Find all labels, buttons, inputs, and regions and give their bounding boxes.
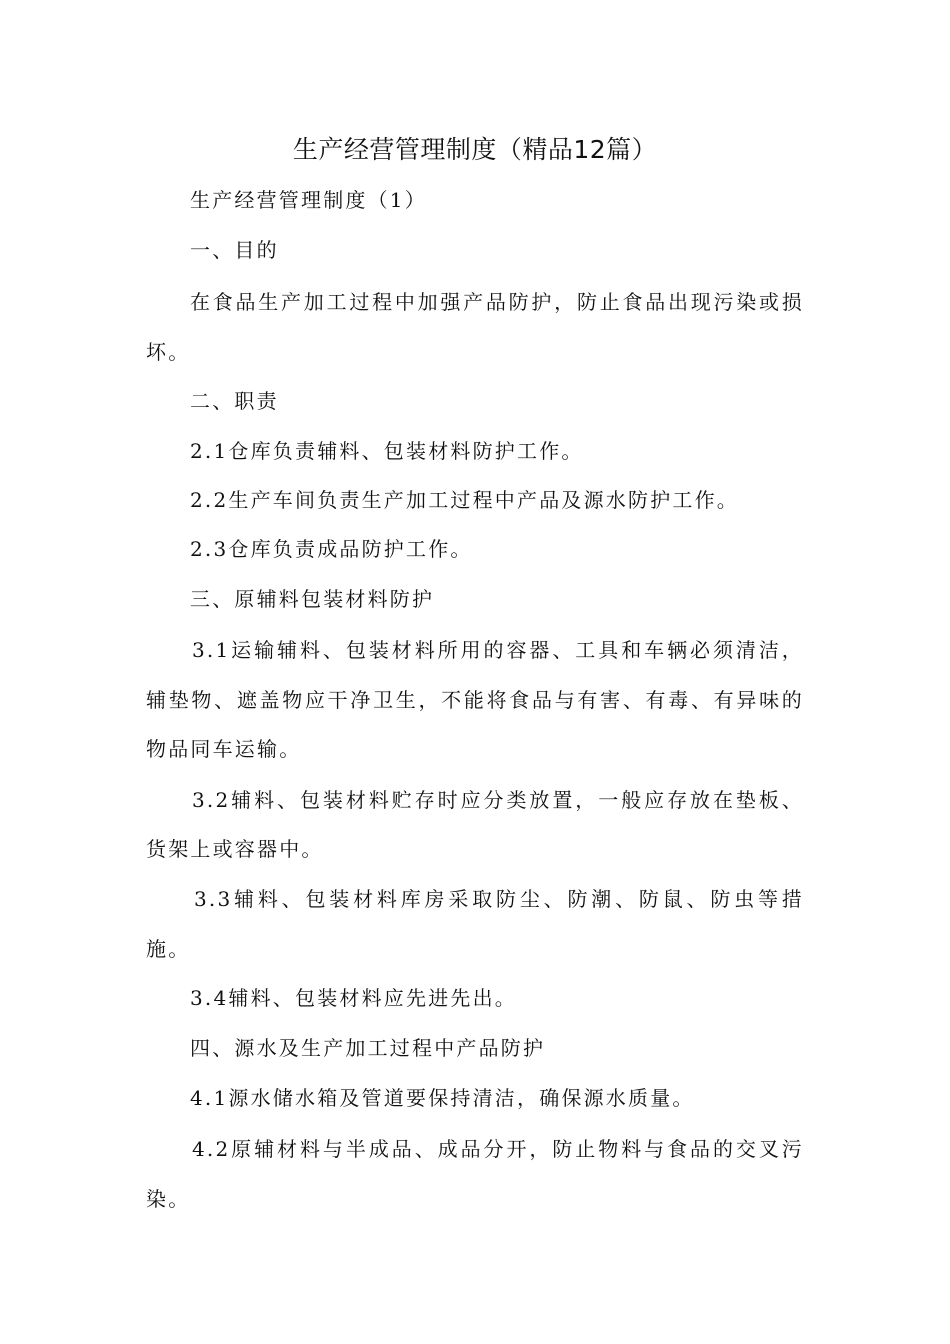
heading-water-and-process-protection: 四、源水及生产加工过程中产品防护 [190, 1036, 546, 1060]
item-3-1-line-2: 辅垫物、遮盖物应干净卫生，不能将食品与有害、有毒、有异味的 [146, 688, 804, 712]
item-2-2: 2.2生产车间负责生产加工过程中产品及源水防护工作。 [190, 488, 740, 512]
item-3-3-line-2: 施。 [146, 937, 191, 961]
item-3-4: 3.4辅料、包装材料应先进先出。 [190, 986, 518, 1010]
document-title: 生产经营管理制度（精品12篇） [292, 135, 658, 164]
heading-responsibilities: 二、职责 [190, 389, 279, 413]
item-4-1: 4.1源水储水箱及管道要保持清洁，确保源水质量。 [190, 1086, 695, 1110]
item-3-1-line-1: 3.1运输辅料、包装材料所用的容器、工具和车辆必须清洁， [192, 638, 804, 662]
item-2-3: 2.3仓库负责成品防护工作。 [190, 537, 473, 561]
item-3-2-line-1: 3.2辅料、包装材料贮存时应分类放置，一般应存放在垫板、 [192, 788, 804, 812]
heading-raw-material-protection: 三、原辅料包装材料防护 [190, 587, 435, 611]
item-3-1-line-3: 物品同车运输。 [146, 737, 302, 761]
item-4-2-line-2: 染。 [146, 1187, 191, 1211]
item-3-3-line-1: 3.3辅料、包装材料库房采取防尘、防潮、防鼠、防虫等措 [194, 887, 804, 911]
paragraph-purpose-line-2: 坏。 [146, 340, 191, 364]
section-heading-policy-1: 生产经营管理制度（1） [190, 188, 427, 212]
item-4-2-line-1: 4.2原辅材料与半成品、成品分开，防止物料与食品的交叉污 [192, 1137, 804, 1161]
paragraph-purpose-line-1: 在食品生产加工过程中加强产品防护，防止食品出现污染或损 [190, 290, 804, 314]
item-2-1: 2.1仓库负责辅料、包装材料防护工作。 [190, 439, 584, 463]
heading-purpose: 一、目的 [190, 238, 279, 262]
item-3-2-line-2: 货架上或容器中。 [146, 837, 324, 861]
